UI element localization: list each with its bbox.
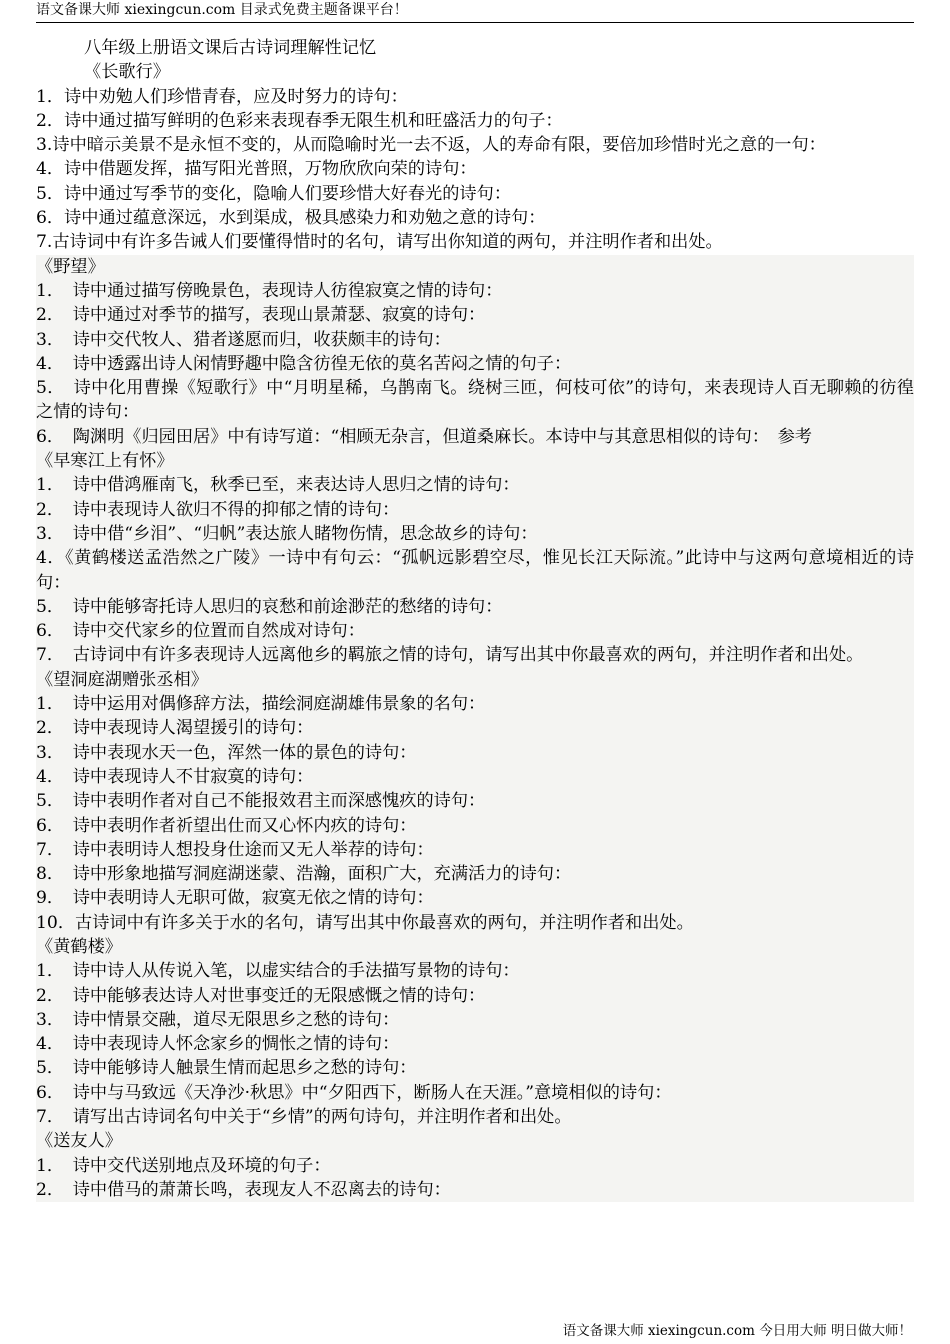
question-item: 2． 诗中能够表达诗人对世事变迁的无限感慨之情的诗句：: [36, 985, 486, 1006]
question-item: 6． 诗中交代家乡的位置而自然成对诗句：: [36, 621, 365, 642]
section-wangdongtinghu: [36, 668, 914, 935]
page-header: 语文备课大师 xiexingcun.com 目录式免费主题备课平台！: [36, 0, 914, 23]
question-item: 5． 诗中能够寄托诗人思归的哀愁和前途渺茫的愁绪的诗句：: [36, 596, 503, 617]
question-item: 3． 诗中借“乡泪”、“归帆”表达旅人睹物伤情，思念故乡的诗句：: [36, 523, 538, 544]
page-footer: 语文备课大师 xiexingcun.com 今日用大师 明日做大师！: [562, 1323, 912, 1339]
section-heading: 《早寒江上有怀》: [36, 451, 174, 472]
question-item: 1． 诗中借鸿雁南飞，秋季已至，来表达诗人思归之情的诗句：: [36, 475, 520, 496]
question-item: 10．古诗词中有许多关于水的名句，请写出其中你最喜欢的两句，并注明作者和出处。: [36, 912, 694, 933]
shaded-block: [36, 255, 914, 1203]
question-item: 1． 诗中通过描写傍晚景色，表现诗人彷徨寂寞之情的诗句：: [36, 280, 503, 301]
section-heading: 《黄鹤楼》: [36, 936, 122, 957]
question-item: 6． 诗中表明作者祈望出仕而又心怀内疚的诗句：: [36, 815, 417, 836]
question-item: 2．诗中通过描写鲜明的色彩来表现春季无限生机和旺盛活力的句子：: [36, 110, 563, 131]
section-zaohanjiangshangyouhuai: [36, 449, 914, 668]
question-item: 4．《黄鹤楼送孟浩然之广陵》一诗中有句云：“孤帆远影碧空尽，惟见长江天际流。”此诗中与这两句意境相近的诗句：: [36, 548, 914, 593]
question-item: 8． 诗中形象地描写洞庭湖迷蒙、浩瀚，面积广大，充满活力的诗句：: [36, 864, 572, 885]
section-heading: 《送友人》: [36, 1131, 122, 1152]
question-item: 6． 陶渊明《归园田居》中有诗写道：“相顾无杂言，但道桑麻长。本诗中与其意思相似的诗句： 参考: [36, 426, 812, 447]
question-item: 2． 诗中通过对季节的描写，表现山景萧瑟、寂寞的诗句：: [36, 305, 486, 326]
section-heading: 《长歌行》: [84, 62, 170, 83]
question-item: 5． 诗中能够诗人触景生情而起思乡之愁的诗句：: [36, 1058, 417, 1079]
question-item: 3． 诗中表现水天一色，浑然一体的景色的诗句：: [36, 742, 417, 763]
question-item: 1． 诗中交代送别地点及环境的句子：: [36, 1155, 331, 1176]
question-item: 5． 诗中表明作者对自己不能报效君主而深感愧疚的诗句：: [36, 791, 486, 812]
question-item: 3． 诗中情景交融，道尽无限思乡之愁的诗句：: [36, 1009, 400, 1030]
question-item: 7.古诗词中有许多告诫人们要懂得惜时的名句，请写出你知道的两句，并注明作者和出处。: [36, 232, 723, 253]
section-heading: 《望洞庭湖赠张丞相》: [36, 669, 208, 690]
question-item: 5．诗中通过写季节的变化，隐喻人们要珍惜大好春光的诗句：: [36, 183, 512, 204]
question-item: 4． 诗中表现诗人不甘寂寞的诗句：: [36, 766, 314, 787]
section-heading: 《野望》: [36, 256, 105, 277]
question-item: 4． 诗中表现诗人怀念家乡的惆怅之情的诗句：: [36, 1034, 400, 1055]
question-item: 9． 诗中表明诗人无职可做，寂寞无依之情的诗句：: [36, 888, 434, 909]
question-item: 7． 诗中表明诗人想投身仕途而又无人举荐的诗句：: [36, 839, 434, 860]
question-item: 4． 诗中透露出诗人闲情野趣中隐含彷徨无依的莫名苦闷之情的句子：: [36, 353, 572, 374]
question-item: 3． 诗中交代牧人、猎者遂愿而归，收获颇丰的诗句：: [36, 329, 451, 350]
question-item: 2． 诗中表现诗人渴望援引的诗句：: [36, 718, 314, 739]
question-item: 5． 诗中化用曹操《短歌行》中“月明星稀，乌鹊南飞。绕树三匝，何枝可依”的诗句，来表现诗人百无聊赖的彷徨之情的诗句：: [36, 378, 914, 423]
question-item: 2． 诗中借马的萧萧长鸣，表现友人不忍离去的诗句：: [36, 1179, 451, 1200]
question-item: 4．诗中借题发挥，描写阳光普照，万物欣欣向荣的诗句：: [36, 159, 477, 180]
question-item: 2． 诗中表现诗人欲归不得的抑郁之情的诗句：: [36, 499, 400, 520]
document-body: [36, 36, 914, 1202]
section-songyouren: [36, 1129, 914, 1202]
question-item: 7． 请写出古诗词名句中关于“乡情”的两句诗句，并注明作者和出处。: [36, 1107, 572, 1128]
question-item: 1． 诗中诗人从传说入笔，以虚实结合的手法描写景物的诗句：: [36, 961, 520, 982]
section-huanghelou: [36, 935, 914, 1129]
question-item: 3.诗中暗示美景不是永恒不变的，从而隐喻时光一去不返，人的寿命有限，要倍加珍惜时光之意的一句：: [36, 135, 826, 156]
section-yewang: [36, 255, 914, 449]
question-item: 6． 诗中与马致远《天净沙·秋思》中“夕阳西下，断肠人在天涯。”意境相似的诗句：: [36, 1082, 672, 1103]
document-title: 八年级上册语文课后古诗词理解性记忆: [84, 38, 377, 58]
question-item: 1．诗中劝勉人们珍惜青春，应及时努力的诗句：: [36, 86, 408, 107]
question-item: 1． 诗中运用对偶修辞方法，描绘洞庭湖雄伟景象的名句：: [36, 694, 486, 715]
question-item: 6．诗中通过蕴意深远，水到渠成，极具感染力和劝勉之意的诗句：: [36, 208, 546, 229]
section-changgexing: [36, 60, 914, 254]
question-item: 7． 古诗词中有许多表现诗人远离他乡的羁旅之情的诗句，请写出其中你最喜欢的两句，并注明作者和出处。: [36, 645, 864, 666]
